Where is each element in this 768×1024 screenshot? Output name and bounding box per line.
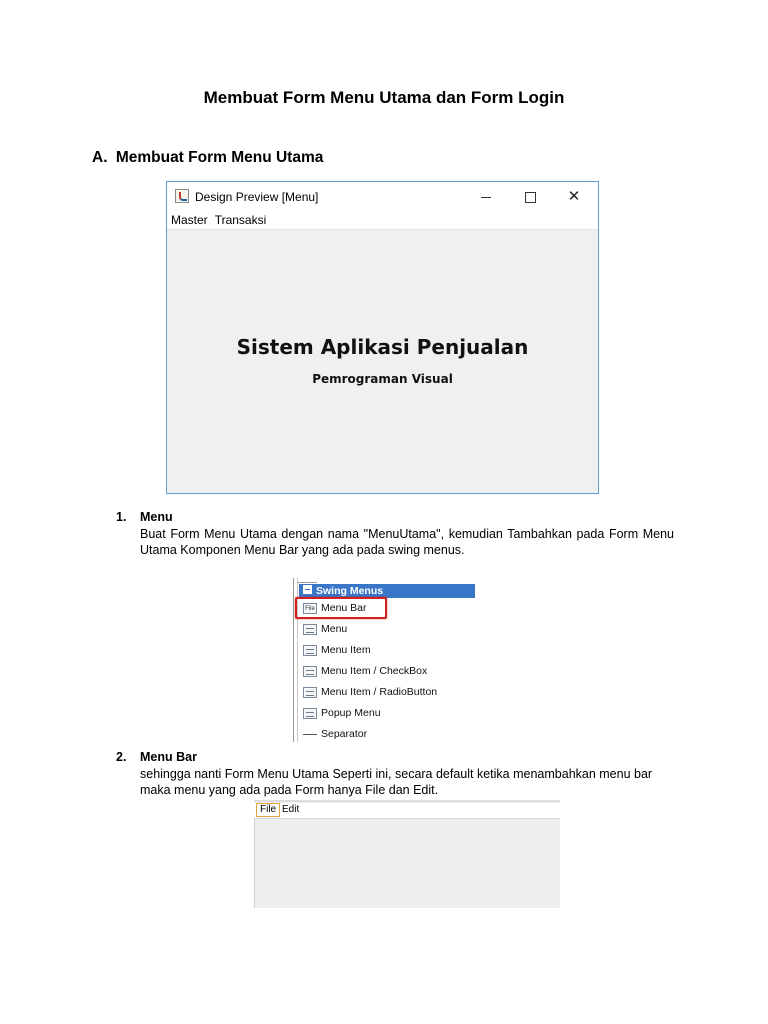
section-number: A. [92,149,108,166]
close-icon: ✕ [567,188,581,205]
palette-item-label: Separator [321,728,368,740]
palette-item-label: Menu Item [321,644,371,656]
java-app-icon [175,189,189,203]
collapse-icon[interactable] [303,585,312,594]
design-preview-window [166,181,599,494]
section-heading-text: Membuat Form Menu Utama [115,149,324,166]
palette-top-divider [297,578,317,583]
palette-item-separator[interactable] [303,725,367,742]
palette-item-label: Menu [321,623,348,635]
checkbox-menu-item-icon [303,666,317,677]
item-2-text: sehingga nanti Form Menu Utama Seperti ini, secara default ketika menambahkan menu bar maka menu yang ada pada Form hanya File dan Edit. [140,767,653,797]
palette-item-menu-item[interactable] [303,641,371,659]
palette-item-label: Popup Menu [321,707,381,719]
window-title: Design Preview [Menu] [195,190,319,204]
item-2-heading: Menu Bar [140,750,197,764]
menu-master[interactable]: Master [171,213,208,227]
window-titlebar [167,182,598,212]
menubar-icon: File [303,603,317,614]
menubar-preview-top-edge [254,800,560,802]
menu-bar-highlight-box [295,597,387,619]
item-1-text: Buat Form Menu Utama dengan nama "MenuUtama", kemudian Tambahkan pada Form Menu Utama Komponen Menu Bar yang ada pada swing menus. [140,527,674,557]
palette-header-label: Swing Menus [316,585,384,597]
maximize-button[interactable] [508,182,552,212]
maximize-icon [525,192,536,203]
palette-item-label: Menu Item / CheckBox [321,665,428,677]
menu-item-icon [303,645,317,656]
menu-icon [303,624,317,635]
swing-menus-palette [293,578,475,742]
palette-category-header[interactable] [299,584,475,598]
item-2-number: 2. [116,750,127,764]
radio-menu-item-icon [303,687,317,698]
palette-item-menu[interactable] [303,620,347,638]
item-1-heading: Menu [140,510,173,524]
document-title: Membuat Form Menu Utama dan Form Login [203,88,565,107]
palette-item-label: Menu Bar [321,602,367,614]
separator-icon [303,729,317,740]
palette-item-radio-menu-item[interactable] [303,683,437,701]
item-1-number: 1. [116,510,127,524]
palette-item-label: Menu Item / RadioButton [321,686,438,698]
menubar-preview-left-edge [254,819,255,908]
menu-file[interactable]: File [256,803,280,817]
app-subheading: Pemrograman Visual [312,372,453,386]
close-button[interactable] [552,182,596,212]
minimize-icon [481,197,491,198]
window-menubar [167,212,598,230]
app-heading: Sistem Aplikasi Penjualan [236,335,529,359]
menu-transaksi[interactable]: Transaksi [214,213,267,227]
minimize-button[interactable] [464,182,508,212]
palette-border [293,578,294,742]
section-heading [92,149,323,167]
menubar-preview-bar [254,803,560,819]
menu-edit[interactable]: Edit [282,804,300,815]
menubar-preview [254,800,560,908]
palette-item-checkbox-menu-item[interactable] [303,662,427,680]
popup-menu-icon [303,708,317,719]
palette-item-popup-menu[interactable] [303,704,381,722]
